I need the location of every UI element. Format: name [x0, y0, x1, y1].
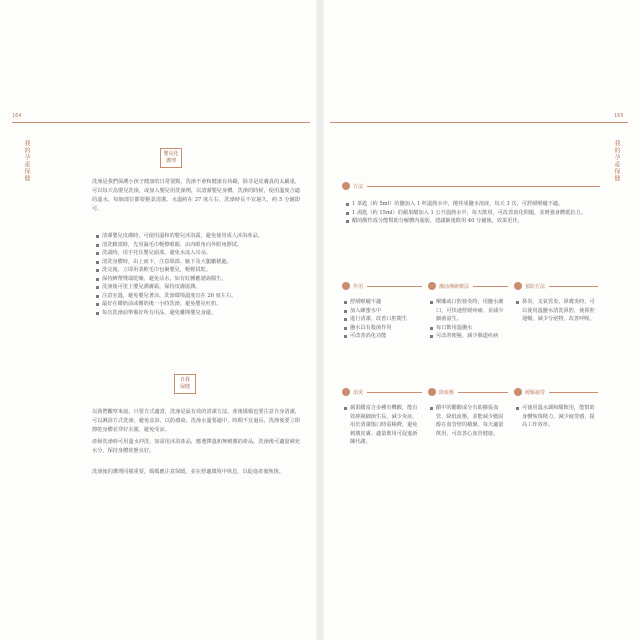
card-head-blood-pressure — [428, 388, 508, 396]
left-bullet-list — [96, 232, 300, 317]
list-item: 加入蜂蜜水中 — [344, 307, 420, 316]
method-steps — [346, 200, 594, 226]
list-item: 清洗臉部時，先用濕毛巾輕擦眼睛，由內眼角向外眼角擦拭。 — [96, 241, 300, 250]
card-label: 作用 — [353, 283, 364, 290]
card-effect-list — [344, 298, 420, 341]
card-head-folk-remedy — [428, 282, 508, 290]
card-dot-icon — [342, 388, 350, 396]
card-fatigue-list — [516, 404, 596, 430]
list-item: 可使用溫水調和醋飲用，能幫助身體恢復精力，減少疲勞感，提高工作效率。 — [516, 404, 596, 430]
card-dot-icon — [428, 388, 436, 396]
method-heading: 方法 — [353, 183, 364, 190]
list-item: 進行清潔，改善口腔衛生 — [344, 315, 420, 324]
card-divider — [473, 286, 508, 287]
method-step: 1 湯匙（約 15ml）的蘋果醋加入 1 公升溫熱水中，每天飲用，可改善消化問題，並增強身體抵抗力。 — [346, 209, 594, 218]
left-body-paragraph-3: 產婦洗澡時可用溫水沖洗，如需用沐浴產品，應選擇溫和無刺激的產品。洗澡後可適量補充水分，保持身體狀態良好。 — [92, 439, 300, 454]
card-label: 潮汕傳統療法 — [439, 283, 470, 290]
header-rule-left — [12, 122, 310, 123]
list-item: 清洗身體時，由上而下，注意頸部、腋下及大腿皺褶處。 — [96, 258, 300, 267]
card-head-effect — [342, 282, 422, 290]
card-anti-inflammatory-list — [344, 404, 420, 447]
left-body-paragraph-2: 以我們觀察來說，只要方式適當，洗澡是最有效的清潔方法。產後媽媽也要注意自身清潔，可以淋浴方式洗澡，避免盆浴，以防感染。洗澡水溫要適中，時間不宜過長，洗澡後要立即擦乾身體並穿好衣服，避免受涼。 — [92, 409, 300, 433]
list-item: 醋中的醋酸成分有助擴張血管，降低血壓，並能減少膽固醇在血管壁的積聚。每天適量飲用，可改善心血管健康。 — [430, 404, 506, 438]
section-divider — [367, 186, 600, 187]
vertical-title-right: 我的孕產保健 — [613, 140, 620, 182]
card-divider — [367, 286, 422, 287]
card-label: 緩解疲勞 — [525, 389, 546, 396]
list-item: 最好在餵奶前或餵奶後一小時洗澡，避免嬰兒吐奶。 — [96, 300, 300, 309]
card-dot-icon — [514, 388, 522, 396]
list-item: 清潔嬰兒皮膚時，可使用溫和的嬰兒沐浴露，避免使用成人沐浴產品。 — [96, 232, 300, 241]
list-item: 舒緩喉嚨不適 — [344, 298, 420, 307]
card-head-anti-inflammatory — [342, 388, 422, 396]
left-intro-paragraph: 洗澡是我們保護小孩子健康的日常要點，洗澡不會和健康有妨礙，除非是皮膚真的太嚴重，可以每天為嬰兒洗澡，或加入嬰兒用洗澡劑，以清潔嬰兒身體。洗澡的時候，使用溫度合適的溫水，每個部位都要輕柔清潔。水溫約在 37 度左右，洗澡時長不宜過久，約 5 分鐘即可。 — [92, 179, 300, 212]
list-item: 洗完後，立即用柔軟毛巾包裹嬰兒，輕輕拭乾。 — [96, 266, 300, 275]
list-item: 喉嚨或口腔發炎時，用鹽水漱口，可快速舒緩疼痛，並減少細菌滋生。 — [430, 298, 506, 324]
tag-self-care: 自我 保健 — [174, 374, 196, 394]
list-item: 保持臍帶殘端乾燥，避免沾水，如有紅腫應諮詢醫生。 — [96, 275, 300, 284]
folio-right: 165 — [614, 113, 624, 119]
card-blood-pressure-list — [430, 404, 506, 438]
card-divider — [458, 392, 508, 393]
method-step: 1 茶匙（約 5ml）的鹽加入 1 杯溫熱水中，攪拌成鹽水溶液，每天 3 次，可舒緩喉嚨不適。 — [346, 200, 594, 209]
left-body-paragraph-4: 洗澡後的護理同樣重要，媽媽應注意保暖，並在舒適環境中休息，以促進產後恢復。 — [92, 469, 284, 475]
card-divider — [367, 392, 422, 393]
list-item: 蘋果醋富含多種有機酸，能有效抑制細菌生長，減少炎症。用於清潔傷口時需稀釋，避免刺激皮膚。適量飲用可促進新陳代謝。 — [344, 404, 420, 447]
list-item: 每日飲用溫鹽水 — [430, 324, 506, 333]
card-label: 降血壓 — [439, 389, 455, 396]
method-step: 醋的酸性成分能幫助分解體內脂肪，建議飯後飲用 40 分鐘後，效果更佳。 — [346, 217, 594, 226]
card-divider — [549, 392, 598, 393]
card-folk-remedy-list — [430, 298, 506, 341]
header-rule-right — [330, 122, 628, 123]
card-label: 預防方法 — [525, 283, 546, 290]
card-dot-icon — [428, 282, 436, 290]
left-page — [0, 0, 318, 640]
card-prevention-list — [516, 298, 596, 324]
list-item: 鼻炎、支氣管炎、鼻竇炎時，可以使用溫鹽水清洗鼻腔，使鼻腔通暢，減少分泌物，改善呼吸。 — [516, 298, 596, 324]
list-item: 鹽水具有殺菌作用 — [344, 324, 420, 333]
list-item: 可改善便秘，減少腸道疾病 — [430, 332, 506, 341]
list-item: 可改善消化功能 — [344, 332, 420, 341]
list-item: 洗頭時，用手托住嬰兒頭部，避免水流入耳朵。 — [96, 249, 300, 258]
list-item: 洗澡後可塗上嬰兒潤膚霜，保持皮膚滋潤。 — [96, 283, 300, 292]
list-item: 注意室溫，避免嬰兒著涼，洗澡環境溫度宜在 26 度左右。 — [96, 292, 300, 301]
card-head-fatigue — [514, 388, 598, 396]
book-gutter — [316, 0, 324, 640]
card-label: 消炎 — [353, 389, 364, 396]
section-dot-icon — [342, 182, 350, 190]
method-section-header — [342, 182, 600, 190]
card-head-prevention — [514, 282, 598, 290]
card-dot-icon — [342, 282, 350, 290]
folio-left: 164 — [12, 113, 22, 119]
card-dot-icon — [514, 282, 522, 290]
list-item: 每次洗澡前準備好所有用品，避免離開嬰兒身邊。 — [96, 309, 300, 318]
card-divider — [549, 286, 598, 287]
tag-infant-care: 嬰兒化 護理 — [160, 148, 182, 168]
vertical-title-left: 我的孕產保健 — [23, 140, 30, 182]
